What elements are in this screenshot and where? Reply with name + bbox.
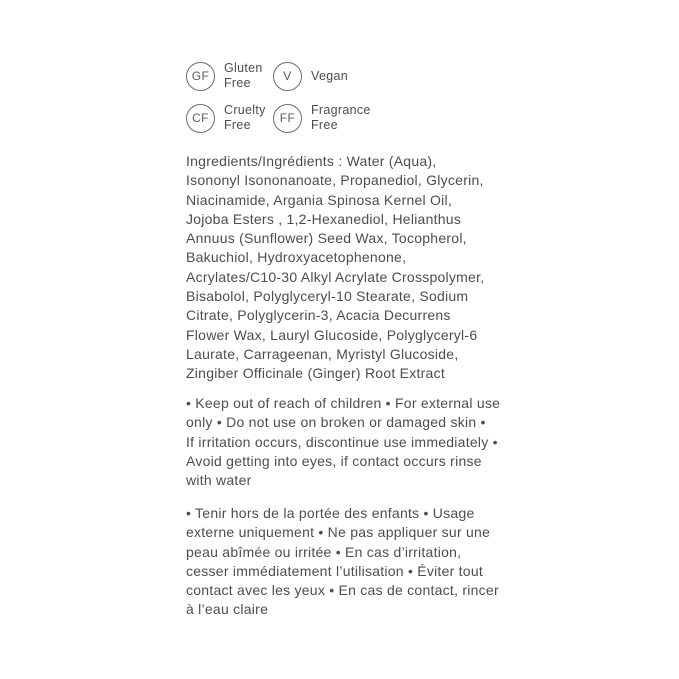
fragrance-free-badge-icon: FF bbox=[273, 104, 302, 133]
text-line: Niacinamide, Argania Spinosa Kernel Oil, bbox=[186, 191, 453, 208]
badge-label-line: Vegan bbox=[311, 68, 348, 83]
text-line: Citrate, Polyglycerin-3, Acacia Decurrens bbox=[186, 307, 451, 324]
badge-label-line: Free bbox=[224, 118, 251, 132]
badge-vegan bbox=[273, 61, 371, 91]
badge-gluten-free-label bbox=[224, 61, 263, 91]
text-line: Bisabolol, Polyglyceryl-10 Stearate, Sodium bbox=[186, 288, 469, 305]
cruelty-free-badge-icon: CF bbox=[186, 104, 215, 133]
text-line: Flower Wax, Lauryl Glucoside, Polyglyceryl-6 bbox=[186, 326, 478, 343]
certification-badges-grid bbox=[186, 61, 371, 133]
badge-cruelty-free-label bbox=[224, 103, 266, 133]
text-line: • Keep out of reach of children • For external use bbox=[186, 395, 501, 411]
badge-label-line: Gluten bbox=[224, 61, 263, 75]
text-line: Zingiber Officinale (Ginger) Root Extract bbox=[186, 365, 445, 382]
warnings-french-paragraph bbox=[186, 504, 499, 620]
warnings-english-paragraph bbox=[186, 394, 500, 490]
badge-label-line: Free bbox=[224, 76, 251, 90]
text-line: Laurate, Carrageenan, Myristyl Glucoside, bbox=[186, 345, 459, 362]
text-line: Isononyl Isononanoate, Propanediol, Glycerin, bbox=[186, 172, 484, 189]
text-line: If irritation occurs, discontinue use immediately • bbox=[186, 433, 498, 450]
text-line: with water bbox=[186, 472, 252, 489]
ingredients-paragraph bbox=[186, 152, 484, 384]
text-line: cesser immédiatement l’utilisation • Éviter tout bbox=[186, 562, 484, 579]
text-line: à l’eau claire bbox=[186, 601, 269, 618]
text-line: Annuus (Sunflower) Seed Wax, Tocopherol, bbox=[186, 230, 467, 247]
text-line: Bakuchiol, Hydroxyacetophenone, bbox=[186, 249, 407, 266]
badge-fragrance-free bbox=[273, 103, 371, 133]
badge-label-line: Cruelty bbox=[224, 103, 266, 117]
badge-label-line: Fragrance bbox=[311, 103, 371, 117]
text-line: Jojoba Esters , 1,2-Hexanediol, Helianthus bbox=[186, 210, 462, 227]
badge-fragrance-free-label bbox=[311, 103, 371, 133]
badge-label-line: Free bbox=[311, 118, 338, 132]
vegan-badge-icon: V bbox=[273, 62, 302, 91]
badge-vegan-label bbox=[311, 69, 348, 84]
text-line: Ingredients/Ingrédients : Water (Aqua), bbox=[186, 153, 437, 169]
text-line: externe uniquement • Ne pas appliquer sur une bbox=[186, 524, 491, 541]
text-line: Avoid getting into eyes, if contact occurs rinse bbox=[186, 452, 482, 469]
badge-gluten-free bbox=[186, 61, 273, 91]
text-line: only • Do not use on broken or damaged skin • bbox=[186, 414, 486, 431]
gluten-free-badge-icon: GF bbox=[186, 62, 215, 91]
text-line: peau abîmée ou irritée • En cas d’irritation, bbox=[186, 543, 462, 560]
text-line: • Tenir hors de la portée des enfants • Usage bbox=[186, 505, 475, 521]
text-line: Acrylates/C10-30 Alkyl Acrylate Crosspolymer, bbox=[186, 268, 485, 285]
text-line: contact avec les yeux • En cas de contact, rincer bbox=[186, 582, 499, 599]
badge-cruelty-free bbox=[186, 103, 273, 133]
